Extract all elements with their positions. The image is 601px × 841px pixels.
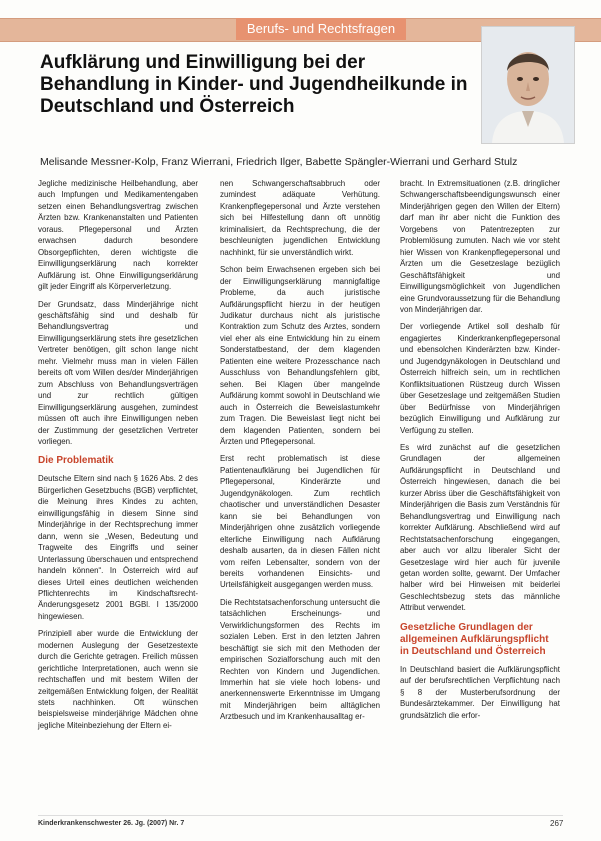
paragraph: bracht. In Extremsituationen (z.B. dringlicher Schwangerschaftsbeendigungswunsch einer Minderjährigen gegen den Willen der Eltern) darf man ihr aber nicht die Funktion des Vorgebens von Patentrezepten zur Problemlösung zumuten. Nach wie vor steht hier Wissen von Krankenpflegepersonal und Ärzten um die Gesetzeslage bezüglich Geschäftsfähigkeit und Einwilligungsmöglichkeit von Jugendlichen eine Grundvoraussetzung für die Behandlung von Minderjährigen dar. [400, 179, 560, 314]
paragraph: In Deutschland basiert die Aufklärungspflicht auf der berufsrechtlichen Verpflichtung nach § 8 der Musterberufsordnung der Bundesärztekammer. Der Einwilligung hat grundsätzlich die erfor- [400, 664, 560, 720]
paragraph: Der vorliegende Artikel soll deshalb für engagiertes Kinderkrankenpflegepersonal und ebensolchen Kinderärzten bzw. Kinder- und Jugendgynäkologen in Deutschland und Österreich hilfreich sein, um in rechtlichen Konfliktsituationen Rüstzeug durch Wissen über Gesetzeslage und zeitgemäßen Studien über Bedürfnisse von Minderjährigen bezüglich Einwilligung und Aufklärung zur Verfügung zu stellen. [400, 322, 560, 435]
paragraph: Der Grundsatz, dass Minderjährige nicht geschäftsfähig sind und deshalb für Behandlungsvertrag und Einwilligungserklärung stets ihre gesetzlichen Vertreter benötigen, gilt schon lange nicht mehr. Vielmehr muss man in vielen Fällen bereits oft vom Willen des/der Minderjährigen zum Abschluss von Behandlungsverträgen und zur rechtlich gültigen Einwilligungserklärung ausgehen, zumindest müssen oft auch ihre Einwilligungen neben der Zustimmung der gesetzlichen Vertreter vorliegen. [38, 299, 198, 446]
text-column-2 [220, 178, 380, 729]
section-heading: Gesetzliche Grundlagen der allgemeinen Aufklärungspflicht in Deutschland und Österreich [400, 621, 549, 657]
paragraph: Erst recht problematisch ist diese Patientenaufklärung bei Jugendlichen für Pflegepersonal, Kinderärzte und Jugendgynäkologen. Zum rechtlich chaotischer und unverständlichen Desaster kann sie bei Behandlungen von Minderjährigen ohne zusätzlich vorliegende elterliche Einwilligung nach Aufklärung deshalb ausarten, da in diesen Fällen nicht vom reifen Lebensalter, sondern von der bereits vorhandenen Einsichts- und Urteilsfähigkeit ausgegangen werden muss. [220, 454, 380, 590]
author-photo [481, 26, 575, 144]
section-heading: Die Problematik [38, 455, 114, 467]
text-column-1 [38, 178, 198, 737]
article-title: Aufklärung und Einwilligung bei der Behandlung in Kinder- und Jugendheilkunde in Deutschland und Österreich [40, 52, 468, 117]
article-authors: Melisande Messner-Kolp, Franz Wierrani, Friedrich Ilger, Babette Spängler-Wierrani und Gerhard Stulz [40, 156, 518, 168]
paragraph: Deutsche Eltern sind nach § 1626 Abs. 2 des Bürgerlichen Gesetzbuchs (BGB) verpflichtet, die Meinung ihres Kindes zu achten, einwilligungsfähig in diesem Sinne sind Minderjährige in der Rechtsprechung immer dann, wenn sie „Wesen, Bedeutung und Tragweite des Eingriffs und seiner Unterlassung überschauen und entsprechend handeln können“. In Österreich wird auf dieses Urteil eines deutlichen weichenden Pflichtenrechts im Kindschaftsrecht-Änderungsgesetz 2001 BGBl. I 135/2000 hingewiesen. [38, 474, 198, 621]
paragraph: nen Schwangerschaftsabbruch oder zumindest adäquate Verhütung. Krankenpflegepersonal und Ärzte verstehen sich bei Hilfestellung dann oft unnötig kriminalisiert, da Rechtsprechung, die der beschleunigten jugendlichen Entwicklung nachhinkt, für sie unverständlich wirkt. [220, 179, 380, 257]
paragraph: Schon beim Erwachsenen ergeben sich bei der Einwilligungserklärung mannigfaltige Probleme, da auch juristische Aufklärungspflicht hierzu in der heutigen Judikatur durchaus nicht als juristische Kontraktion zum Schutz des Arztes, sondern viel eher als eine Entwicklung hin zu einem Sonderstatbestand, der dem klagenden Patienten eine weitere Prozesschance nach Ausschluss von Behandlungsfehlern gibt, sehen. Bei Klagen über mangelnde Aufklärung kommt sowohl in Deutschland wie auch in Österreich die Beweislastumkehr zum Tragen. Die Beweislast liegt nicht bei dem klagenden Patienten, sondern bei Ärzten und Pflegepersonal. [220, 265, 380, 446]
page-number: 267 [550, 819, 564, 828]
paragraph: Es wird zunächst auf die gesetzlichen Grundlagen der allgemeinen Aufklärungspflicht in Deutschland und Österreich hingewiesen, danach die bei kurzer Abriss über die Geschäftsfähigkeit von Minderjährigen die Basis zum Verständnis für Behandlungsvertrag und Einwilligung nach korrekter Aufklärung. Abschließend wird auf Rechtstatsachenforschung eingegangen, aber auch vor allzu liberaler Sicht der Gesetzeslage wird hier auch für juvenile getan worden sollte, gewarnt. Der Umfacher halber wird bei Hinweisen mit beiderlei Geschlechtsbezug stets das männliche Attribut verwendet. [400, 442, 560, 613]
section-label: Berufs- und Rechtsfragen [236, 18, 406, 40]
footer-rule [38, 815, 563, 816]
paragraph: Die Rechtstatsachenforschung untersucht die tatsächlichen Erscheinungs- und Verwirklichungsformen des Rechts im sozialen Leben. Erst in den letzten Jahren beschäftigt sie sich mit den Methoden der empirischen Sozialforschung auch mit den Rechten von Kindern und Jugendlichen. Immerhin hat sie viele hoch lobens- und anerkennenswerte Erkenntnisse im Umgang mit Minderjährigen beim alltäglichen Arztbesuch und im Krankenhausalltag er- [220, 597, 380, 722]
paragraph: Jegliche medizinische Heilbehandlung, aber auch Impfungen und Medikamentengaben setzen einen Behandlungsvertrag zwischen Ärzten bzw. Krankenanstalten und Patienten voraus. Pflegepersonal und Ärzten erwachsen dadurch besondere Obsorgepflichten, deren wichtigste die Einwilligungserklärung nach korrekter Aufklärung ist. Ohne Einwilligungserklärung gilt jeder Eingriff als Körperverletzung. [38, 179, 198, 292]
paragraph: Prinzipiell aber wurde die Entwicklung der modernen Auslegung der Gesetzestexte durch die Gerichte getragen. Freilich müssen gerichtliche Interpretationen, auch wenn sie rechtschaffen und mit bestem Willen der zeitgemäßen Entwicklung folgen, der Realität stets nachhinken. Oft wünschen beispielsweise minderjährige Mädchen ohne jegliche Miteinbeziehung der Eltern ei- [38, 629, 198, 730]
journal-citation: Kinderkrankenschwester 26. Jg. (2007) Nr. 7 [38, 820, 185, 827]
text-column-3 [400, 178, 560, 727]
